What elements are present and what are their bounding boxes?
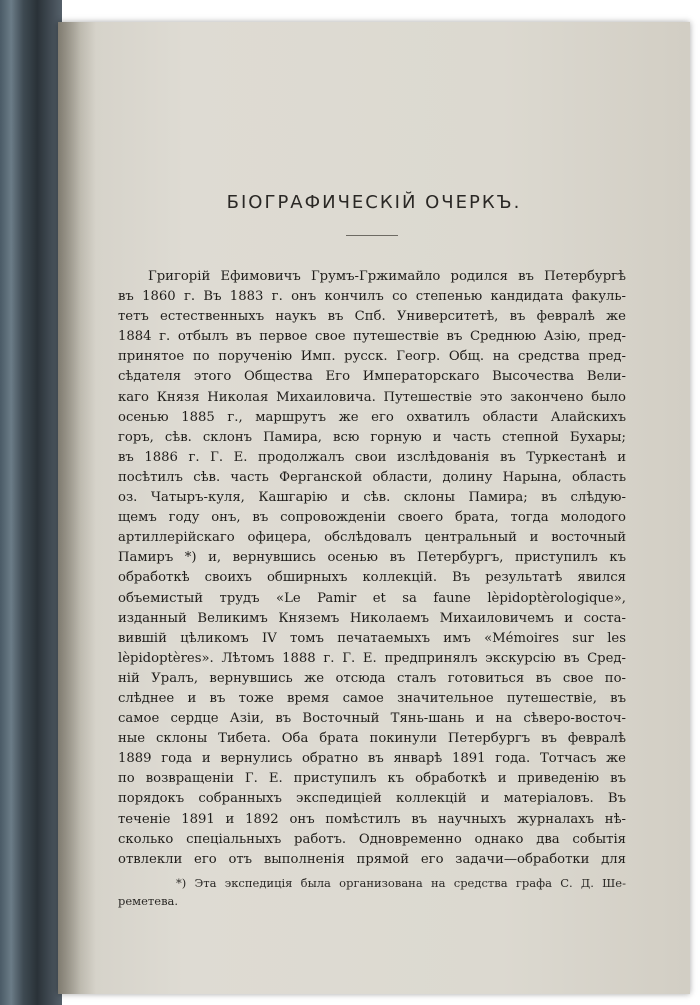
paragraph-line: въ 1886 г. Г. Е. продолжалъ свои изслѣдованія въ Туркестанѣ и	[118, 449, 626, 465]
paragraph-line: щемъ году онъ, въ сопровожденіи своего брата, тогда молодого	[118, 510, 626, 526]
page-title: БІОГРАФИЧЕСКІЙ ОЧЕРКЪ.	[226, 192, 522, 213]
paragraph-line: Григорій Ефимовичъ Грумъ-Гржимайло родился въ Петербургѣ	[148, 269, 626, 284]
page-fold-shadow	[58, 22, 96, 994]
paragraph-line: слѣднее и въ тоже время самое значительное путешествіе, въ	[118, 690, 626, 706]
paragraph-line: оз. Чатыръ-куля, Кашгарію и сѣв. склоны Памира; въ слѣдую-	[118, 490, 626, 506]
paragraph-line: въ 1860 г. Въ 1883 г. онъ кончилъ со степенью кандидата факуль-	[118, 289, 626, 305]
paragraph-line: принятое по порученію Имп. русск. Геогр. Общ. на средства пред-	[118, 349, 626, 365]
biography-paragraph	[118, 267, 626, 870]
paragraph-line: lèpidoptères». Лѣтомъ 1888 г. Г. Е. предпринялъ экскурсію въ Сред-	[118, 650, 626, 666]
paragraph-line: артиллерійскаго офицера, обслѣдовалъ центральный и восточный	[118, 530, 626, 546]
paragraph-line: Памиръ *) и, вернувшись осенью въ Петербургъ, приступилъ къ	[118, 550, 626, 566]
paragraph-line: осенью 1885 г., маршрутъ же его охватилъ области Алайскихъ	[118, 409, 626, 425]
footnote-line: *) Эта экспедиція была организована на средства графа С. Д. Ше-	[176, 876, 626, 890]
paragraph-line: ній Уралъ, вернувшись же отсюда сталъ готовиться въ свое по-	[118, 670, 626, 686]
paragraph-line: 1889 года и вернулись обратно въ январѣ 1891 года. Тотчасъ же	[118, 751, 626, 767]
paragraph-line: теченіе 1891 и 1892 онъ помѣстилъ въ научныхъ журналахъ нѣ-	[118, 811, 626, 827]
title-divider	[346, 235, 398, 236]
paragraph-line: ные склоны Тибета. Оба брата покинули Петербургъ въ февралѣ	[118, 731, 626, 747]
paragraph-line: отвлекли его отъ выполненія прямой его задачи—обработки для	[118, 851, 626, 867]
book-spine	[0, 0, 62, 1005]
paragraph-line: изданный Великимъ Княземъ Николаемъ Михаиловичемъ и соста-	[118, 610, 626, 626]
book-page	[58, 22, 690, 994]
paragraph-line: вившій цѣликомъ IV томъ печатаемыхъ имъ «Mémoires sur les	[118, 630, 626, 646]
paragraph-line: тетъ естественныхъ наукъ въ Спб. Университетѣ, въ февралѣ же	[118, 309, 626, 325]
paragraph-line: объемистый трудъ «Le Pamir et sa faune lèpidoptèrologique»,	[118, 590, 626, 606]
paragraph-line: порядокъ собранныхъ экспедиціей коллекцій и матеріаловъ. Въ	[118, 791, 626, 807]
paragraph-line: каго Князя Николая Михаиловича. Путешествіе это закончено было	[118, 389, 626, 405]
paragraph-line: по возвращеніи Г. Е. приступилъ къ обработкѣ и приведенію въ	[118, 771, 626, 787]
paragraph-line: самое сердце Азіи, въ Восточный Тянь-шань и на сѣверо-восточ-	[118, 711, 626, 727]
paragraph-line: посѣтилъ сѣв. часть Ферганской области, долину Нарына, область	[118, 469, 626, 485]
footnote-line: реметева.	[118, 894, 179, 908]
paragraph-line: сколько спеціальныхъ работъ. Одновременно однако два событія	[118, 831, 626, 847]
paragraph-line: 1884 г. отбылъ въ первое свое путешествіе въ Среднюю Азію, пред-	[118, 329, 626, 345]
paragraph-line: обработкѣ своихъ обширныхъ коллекцій. Въ результатѣ явился	[118, 570, 626, 586]
paragraph-line: горъ, сѣв. склонъ Памира, всю горную и часть степной Бухары;	[118, 429, 626, 445]
footnote	[118, 874, 626, 910]
paragraph-line: сѣдателя этого Общества Его Императорскаго Высочества Вели-	[118, 369, 626, 385]
